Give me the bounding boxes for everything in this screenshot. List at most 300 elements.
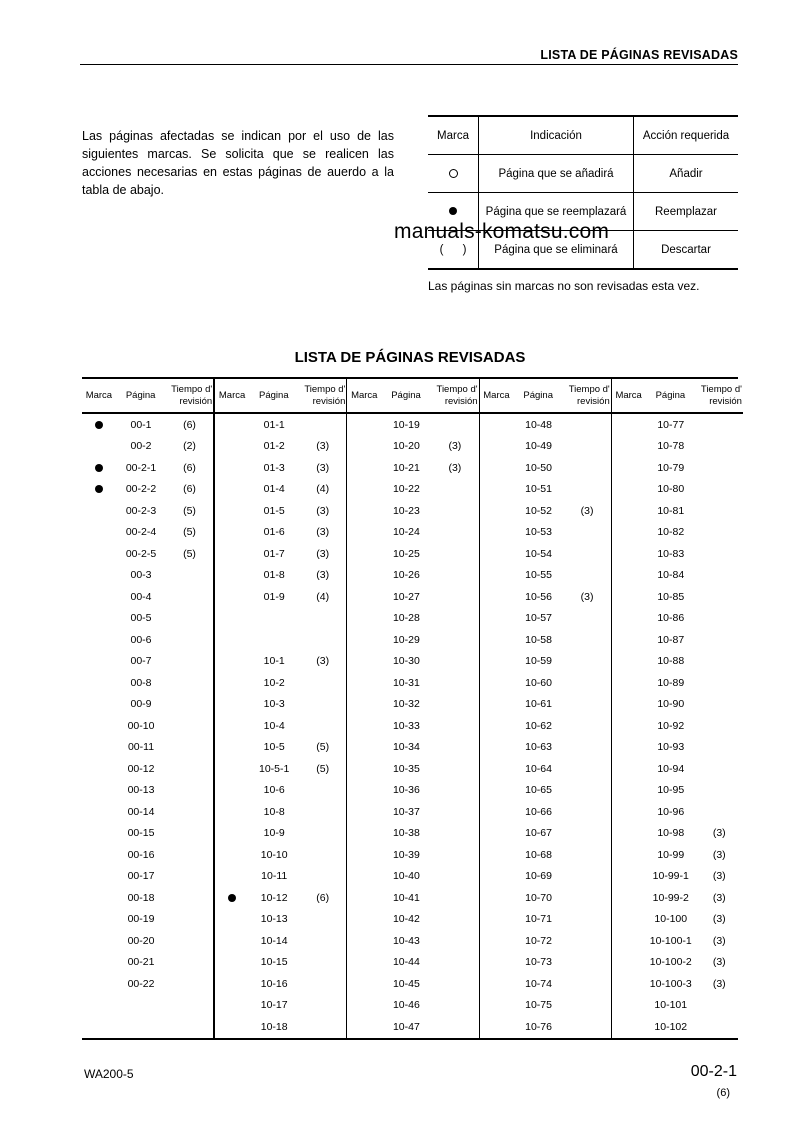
header-revision: Tiempo d' revisión: [568, 383, 610, 407]
revision-cell: (3): [316, 461, 330, 474]
legend-indication: Página que se reemplazará: [479, 193, 634, 231]
page-cell: 10-67: [525, 827, 552, 840]
page-cell: 10-31: [392, 676, 420, 689]
page-cell: 10-56: [525, 590, 552, 603]
page-cell: 10-96: [657, 805, 685, 818]
page-cell: 10-36: [392, 784, 420, 797]
page-cell: 10-6: [263, 784, 285, 797]
page-cell: 10-64: [525, 762, 552, 775]
table-row: [612, 801, 743, 823]
page-cell: 10-46: [392, 999, 420, 1012]
header-page: Página: [655, 390, 686, 401]
page-cell: 10-52: [525, 504, 552, 517]
table-row: [215, 586, 346, 608]
table-row: [480, 780, 611, 802]
page-cell: 10-34: [392, 741, 420, 754]
page-cell: 00-4: [130, 590, 152, 603]
mark-cell: [82, 462, 116, 474]
table-row: [215, 823, 346, 845]
column-group: [479, 379, 611, 1038]
table-row: [612, 694, 743, 716]
page-cell: 00-10: [127, 719, 155, 732]
page-cell: 00-8: [130, 676, 152, 689]
page-cell: 10-70: [525, 891, 552, 904]
table-row: [82, 694, 213, 716]
column-group: [346, 379, 478, 1038]
page-cell: 10-22: [392, 483, 420, 496]
table-row: [347, 586, 478, 608]
table-row: [215, 844, 346, 866]
table-row: [347, 651, 478, 673]
table-row: [215, 930, 346, 952]
table-row: [480, 586, 611, 608]
table-row: [480, 801, 611, 823]
table-row: [82, 1016, 213, 1038]
page-cell: 10-86: [657, 612, 685, 625]
intro-paragraph: Las páginas afectadas se indican por el uso de las siguientes marcas. Se solicita que se realicen las acciones necesarias en estas páginas de auerdo a la tabla de abajo.: [82, 128, 394, 197]
page-cell: 10-48: [525, 418, 552, 431]
table-row: [480, 651, 611, 673]
page-cell: 10-30: [392, 655, 420, 668]
revision-cell: (5): [316, 762, 330, 775]
page-cell: 00-2-5: [125, 547, 157, 560]
table-row: [480, 694, 611, 716]
table-row: [612, 952, 743, 974]
table-row: [347, 780, 478, 802]
dot-icon: [95, 485, 103, 493]
page-cell: 10-102: [654, 1020, 688, 1033]
page-cell: 10-59: [525, 655, 552, 668]
table-row: [215, 522, 346, 544]
page-cell: 10-60: [525, 676, 552, 689]
table-row: [480, 500, 611, 522]
page-cell: 10-69: [525, 870, 552, 883]
page-cell: 10-93: [657, 741, 685, 754]
header-page: Página: [125, 390, 156, 401]
legend-header-indication: Indicación: [479, 116, 634, 155]
table-row: [347, 887, 478, 909]
page-cell: 01-8: [263, 569, 285, 582]
dot-icon: [228, 894, 236, 902]
table-row: [612, 823, 743, 845]
table-row: [82, 887, 213, 909]
page-cell: 10-50: [525, 461, 552, 474]
table-row: [82, 479, 213, 501]
page-cell: 10-10: [260, 848, 288, 861]
table-row: [347, 629, 478, 651]
table-row: [215, 866, 346, 888]
table-row: [82, 586, 213, 608]
page-cell: 10-5-1: [259, 762, 290, 775]
table-row: [347, 479, 478, 501]
revision-cell: (3): [448, 440, 462, 453]
table-row: [82, 823, 213, 845]
table-row: [612, 543, 743, 565]
page-cell: 00-21: [127, 956, 155, 969]
page-cell: 10-16: [260, 977, 288, 990]
table-row: [612, 909, 743, 931]
page-cell: 00-11: [127, 741, 155, 754]
header-page: Página: [259, 390, 289, 401]
page-cell: 10-15: [260, 956, 288, 969]
table-row: [82, 608, 213, 630]
header-revision: Tiempo d' revisión: [436, 383, 478, 407]
table-row: [215, 500, 346, 522]
table-row: [612, 672, 743, 694]
page-cell: 10-1: [263, 655, 285, 668]
table-row: [347, 909, 478, 931]
page-cell: 10-53: [525, 526, 552, 539]
page-cell: 10-87: [657, 633, 685, 646]
revision-cell: (6): [183, 461, 196, 474]
table-row: [347, 801, 478, 823]
page-cell: 10-32: [392, 698, 420, 711]
table-row: [480, 479, 611, 501]
page-cell: 10-99-2: [652, 891, 689, 904]
header-mark: Marca: [85, 390, 113, 401]
revision-cell: (3): [712, 827, 726, 840]
page-cell: 10-20: [392, 440, 420, 453]
table-row: [215, 608, 346, 630]
page-cell: 01-3: [263, 461, 285, 474]
column-group: [611, 379, 743, 1038]
table-row: [215, 780, 346, 802]
table-row: [347, 608, 478, 630]
table-row: [480, 629, 611, 651]
header-revision: Tiempo d' revisión: [304, 383, 346, 407]
column-group: [82, 379, 213, 1038]
legend-action: Añadir: [634, 155, 739, 193]
table-row: [612, 973, 743, 995]
page-cell: 10-25: [392, 547, 420, 560]
table-row: [215, 1016, 346, 1038]
legend-table: [428, 115, 738, 270]
page-cell: 00-19: [127, 913, 155, 926]
table-row: [82, 758, 213, 780]
page-cell: 10-83: [657, 547, 685, 560]
page-cell: 10-47: [392, 1020, 420, 1033]
header-mark: Marca: [351, 390, 378, 401]
table-row: [480, 608, 611, 630]
page-cell: 00-22: [127, 977, 155, 990]
footer-page-number: 00-2-1: [690, 1063, 737, 1080]
page-cell: 10-24: [392, 526, 420, 539]
header-mark: Marca: [615, 390, 642, 401]
table-row: [347, 844, 478, 866]
revision-cell: (3): [712, 848, 726, 861]
page-cell: 10-9: [263, 827, 285, 840]
table-row: [215, 479, 346, 501]
table-row: [612, 887, 743, 909]
table-row: [347, 522, 478, 544]
table-row: [82, 780, 213, 802]
table-row: [480, 436, 611, 458]
table-row: [612, 436, 743, 458]
table-row: [612, 565, 743, 587]
page-cell: 10-75: [525, 999, 552, 1012]
table-row: [480, 909, 611, 931]
table-row: [82, 672, 213, 694]
page-cell: 10-4: [263, 719, 285, 732]
revision-cell: (3): [316, 655, 330, 668]
page-cell: 10-84: [657, 569, 685, 582]
table-row: [82, 715, 213, 737]
page-cell: 00-3: [130, 569, 152, 582]
table-row: [480, 866, 611, 888]
page-cell: 00-2-3: [125, 504, 157, 517]
dot-icon: [95, 464, 103, 472]
revision-cell: (3): [316, 504, 330, 517]
table-row: [612, 1016, 743, 1038]
table-row: [347, 973, 478, 995]
revision-cell: (4): [316, 590, 330, 603]
table-row: [82, 866, 213, 888]
page-cell: 10-43: [392, 934, 420, 947]
page-cell: 10-29: [392, 633, 420, 646]
page-cell: 10-12: [260, 891, 288, 904]
table-row: [612, 844, 743, 866]
page-cell: 00-16: [127, 848, 155, 861]
ring-icon: [449, 169, 458, 178]
table-row: [82, 909, 213, 931]
page-cell: 10-61: [525, 698, 552, 711]
column-header: [347, 379, 478, 414]
page-cell: 10-79: [657, 461, 685, 474]
revision-cell: (3): [580, 504, 594, 517]
table-row: [82, 436, 213, 458]
table-row: [612, 780, 743, 802]
table-row: [215, 565, 346, 587]
revision-cell: (3): [316, 547, 330, 560]
page-cell: 10-18: [260, 1020, 288, 1033]
page-cell: 10-37: [392, 805, 420, 818]
header-mark: Marca: [483, 390, 510, 401]
header-revision: Tiempo d' revisión: [700, 383, 742, 407]
table-row: [612, 758, 743, 780]
table-row: [82, 844, 213, 866]
table-row: [480, 1016, 611, 1038]
table-row: [82, 457, 213, 479]
legend-header-action: Acción requerida: [634, 116, 739, 155]
revision-cell: (4): [316, 483, 330, 496]
page-cell: 10-100-1: [649, 934, 692, 947]
table-row: [347, 457, 478, 479]
revision-cell: (2): [183, 440, 196, 453]
table-row: [215, 715, 346, 737]
table-row: [480, 758, 611, 780]
page-cell: 00-5: [130, 612, 152, 625]
table-row: [347, 823, 478, 845]
page-cell: 01-4: [263, 483, 285, 496]
column-header: [612, 379, 743, 414]
revision-cell: (3): [712, 913, 726, 926]
table-row: [215, 651, 346, 673]
page-cell: 10-94: [657, 762, 685, 775]
header-page: Página: [523, 390, 553, 401]
page-cell: 00-20: [127, 934, 155, 947]
page-cell: 10-19: [392, 418, 420, 431]
legend-note: Las páginas sin marcas no son revisadas esta vez.: [428, 279, 700, 293]
table-row: [347, 565, 478, 587]
page-cell: 10-51: [525, 483, 552, 496]
page-cell: 10-101: [654, 999, 688, 1012]
table-row: [347, 436, 478, 458]
page-cell: 10-77: [657, 418, 685, 431]
legend-header-mark: Marca: [428, 116, 479, 155]
table-row: [82, 952, 213, 974]
page-cell: 10-40: [392, 870, 420, 883]
table-row: [480, 737, 611, 759]
page-cell: 10-99: [657, 848, 685, 861]
page-cell: 00-6: [130, 633, 152, 646]
table-row: [82, 930, 213, 952]
legend-header-row: [428, 116, 738, 155]
mark-cell: [82, 419, 116, 431]
table-row: [82, 414, 213, 436]
table-row: [480, 973, 611, 995]
page-cell: 10-27: [392, 590, 420, 603]
revision-cell: (3): [712, 870, 726, 883]
page-cell: 00-14: [127, 805, 155, 818]
table-row: [215, 436, 346, 458]
table-row: [82, 500, 213, 522]
legend-indication: Página que se eliminará: [479, 231, 634, 270]
table-row: [612, 586, 743, 608]
table-row: [347, 930, 478, 952]
revision-cell: (3): [316, 440, 330, 453]
table-row: [215, 801, 346, 823]
table-row: [480, 414, 611, 436]
table-row: [347, 737, 478, 759]
parentheses-mark: ( ): [428, 231, 479, 270]
page-cell: 10-63: [525, 741, 552, 754]
page-cell: 01-2: [263, 440, 285, 453]
page-cell: 10-73: [525, 956, 552, 969]
table-row: [480, 930, 611, 952]
page-cell: 10-28: [392, 612, 420, 625]
table-row: [215, 672, 346, 694]
page-cell: 10-49: [525, 440, 552, 453]
revision-cell: (3): [316, 569, 330, 582]
table-row: [215, 973, 346, 995]
header-page: Página: [391, 390, 421, 401]
page-cell: 10-89: [657, 676, 685, 689]
revision-cell: (5): [183, 504, 196, 517]
table-row: [215, 629, 346, 651]
header-divider: [80, 64, 738, 65]
page-cell: 10-81: [657, 504, 685, 517]
table-row: [347, 1016, 478, 1038]
watermark: manuals-komatsu.com: [394, 220, 610, 243]
table-row: [480, 543, 611, 565]
page-cell: 10-13: [260, 913, 288, 926]
page-cell: 10-66: [525, 805, 552, 818]
page-cell: 10-11: [261, 870, 288, 883]
table-row: [480, 672, 611, 694]
page-cell: 10-14: [260, 934, 288, 947]
table-row: [612, 737, 743, 759]
page-cell: 01-7: [263, 547, 285, 560]
revision-cell: (3): [712, 934, 726, 947]
table-row: [347, 500, 478, 522]
footer-revision: (6): [716, 1087, 730, 1099]
table-row: [612, 995, 743, 1017]
table-row: [215, 737, 346, 759]
page-cell: 00-7: [130, 655, 152, 668]
page-cell: 10-5: [263, 741, 285, 754]
page-cell: 00-18: [127, 891, 155, 904]
page-cell: 10-23: [392, 504, 420, 517]
table-row: [215, 995, 346, 1017]
table-row: [612, 457, 743, 479]
page-cell: 00-12: [127, 762, 155, 775]
column-header: [215, 379, 346, 414]
dot-icon: [449, 207, 457, 215]
table-row: [215, 758, 346, 780]
table-row: [480, 522, 611, 544]
page-cell: 10-68: [525, 848, 552, 861]
page-cell: 10-54: [525, 547, 552, 560]
page-cell: 10-3: [263, 698, 285, 711]
page-cell: 10-17: [260, 999, 288, 1012]
dot-icon: [95, 421, 103, 429]
column-header: [82, 379, 213, 414]
page-cell: 00-2-1: [125, 461, 157, 474]
page-cell: 00-1: [130, 418, 152, 431]
page-cell: 10-44: [392, 956, 420, 969]
page-cell: 00-13: [127, 784, 155, 797]
page-cell: 10-26: [392, 569, 420, 582]
list-title: LISTA DE PÁGINAS REVISADAS: [294, 349, 526, 366]
page-cell: 10-21: [392, 461, 420, 474]
header-mark: Marca: [218, 390, 246, 401]
table-row: [612, 500, 743, 522]
table-row: [215, 457, 346, 479]
page-cell: 00-2: [130, 440, 152, 453]
page-cell: 10-65: [525, 784, 552, 797]
page-cell: 01-6: [263, 526, 285, 539]
revision-cell: (3): [712, 956, 726, 969]
page-cell: 00-2-2: [125, 483, 157, 496]
header-revision: Tiempo d' revisión: [171, 383, 213, 407]
table-row: [215, 543, 346, 565]
table-row: [82, 522, 213, 544]
table-row: [82, 629, 213, 651]
revision-cell: (3): [712, 977, 726, 990]
page-cell: 10-42: [392, 913, 420, 926]
page-cell: 10-39: [392, 848, 420, 861]
page-cell: 10-100: [654, 913, 688, 926]
table-row: [612, 930, 743, 952]
header-title: LISTA DE PÁGINAS REVISADAS: [540, 48, 738, 62]
column-group: [213, 379, 346, 1038]
page-cell: 10-92: [657, 719, 685, 732]
revised-pages-table: [82, 377, 742, 1040]
page-cell: 10-80: [657, 483, 685, 496]
legend-indication: Página que se añadirá: [479, 155, 634, 193]
page-cell: 10-99-1: [652, 870, 689, 883]
revision-cell: (5): [183, 547, 196, 560]
legend-row-add: [428, 155, 738, 193]
table-row: [82, 543, 213, 565]
page-cell: 10-85: [657, 590, 685, 603]
table-row: [82, 737, 213, 759]
page-cell: 10-33: [392, 719, 420, 732]
page-cell: 10-57: [525, 612, 552, 625]
table-row: [347, 694, 478, 716]
legend-action: Descartar: [634, 231, 739, 270]
table-row: [612, 715, 743, 737]
